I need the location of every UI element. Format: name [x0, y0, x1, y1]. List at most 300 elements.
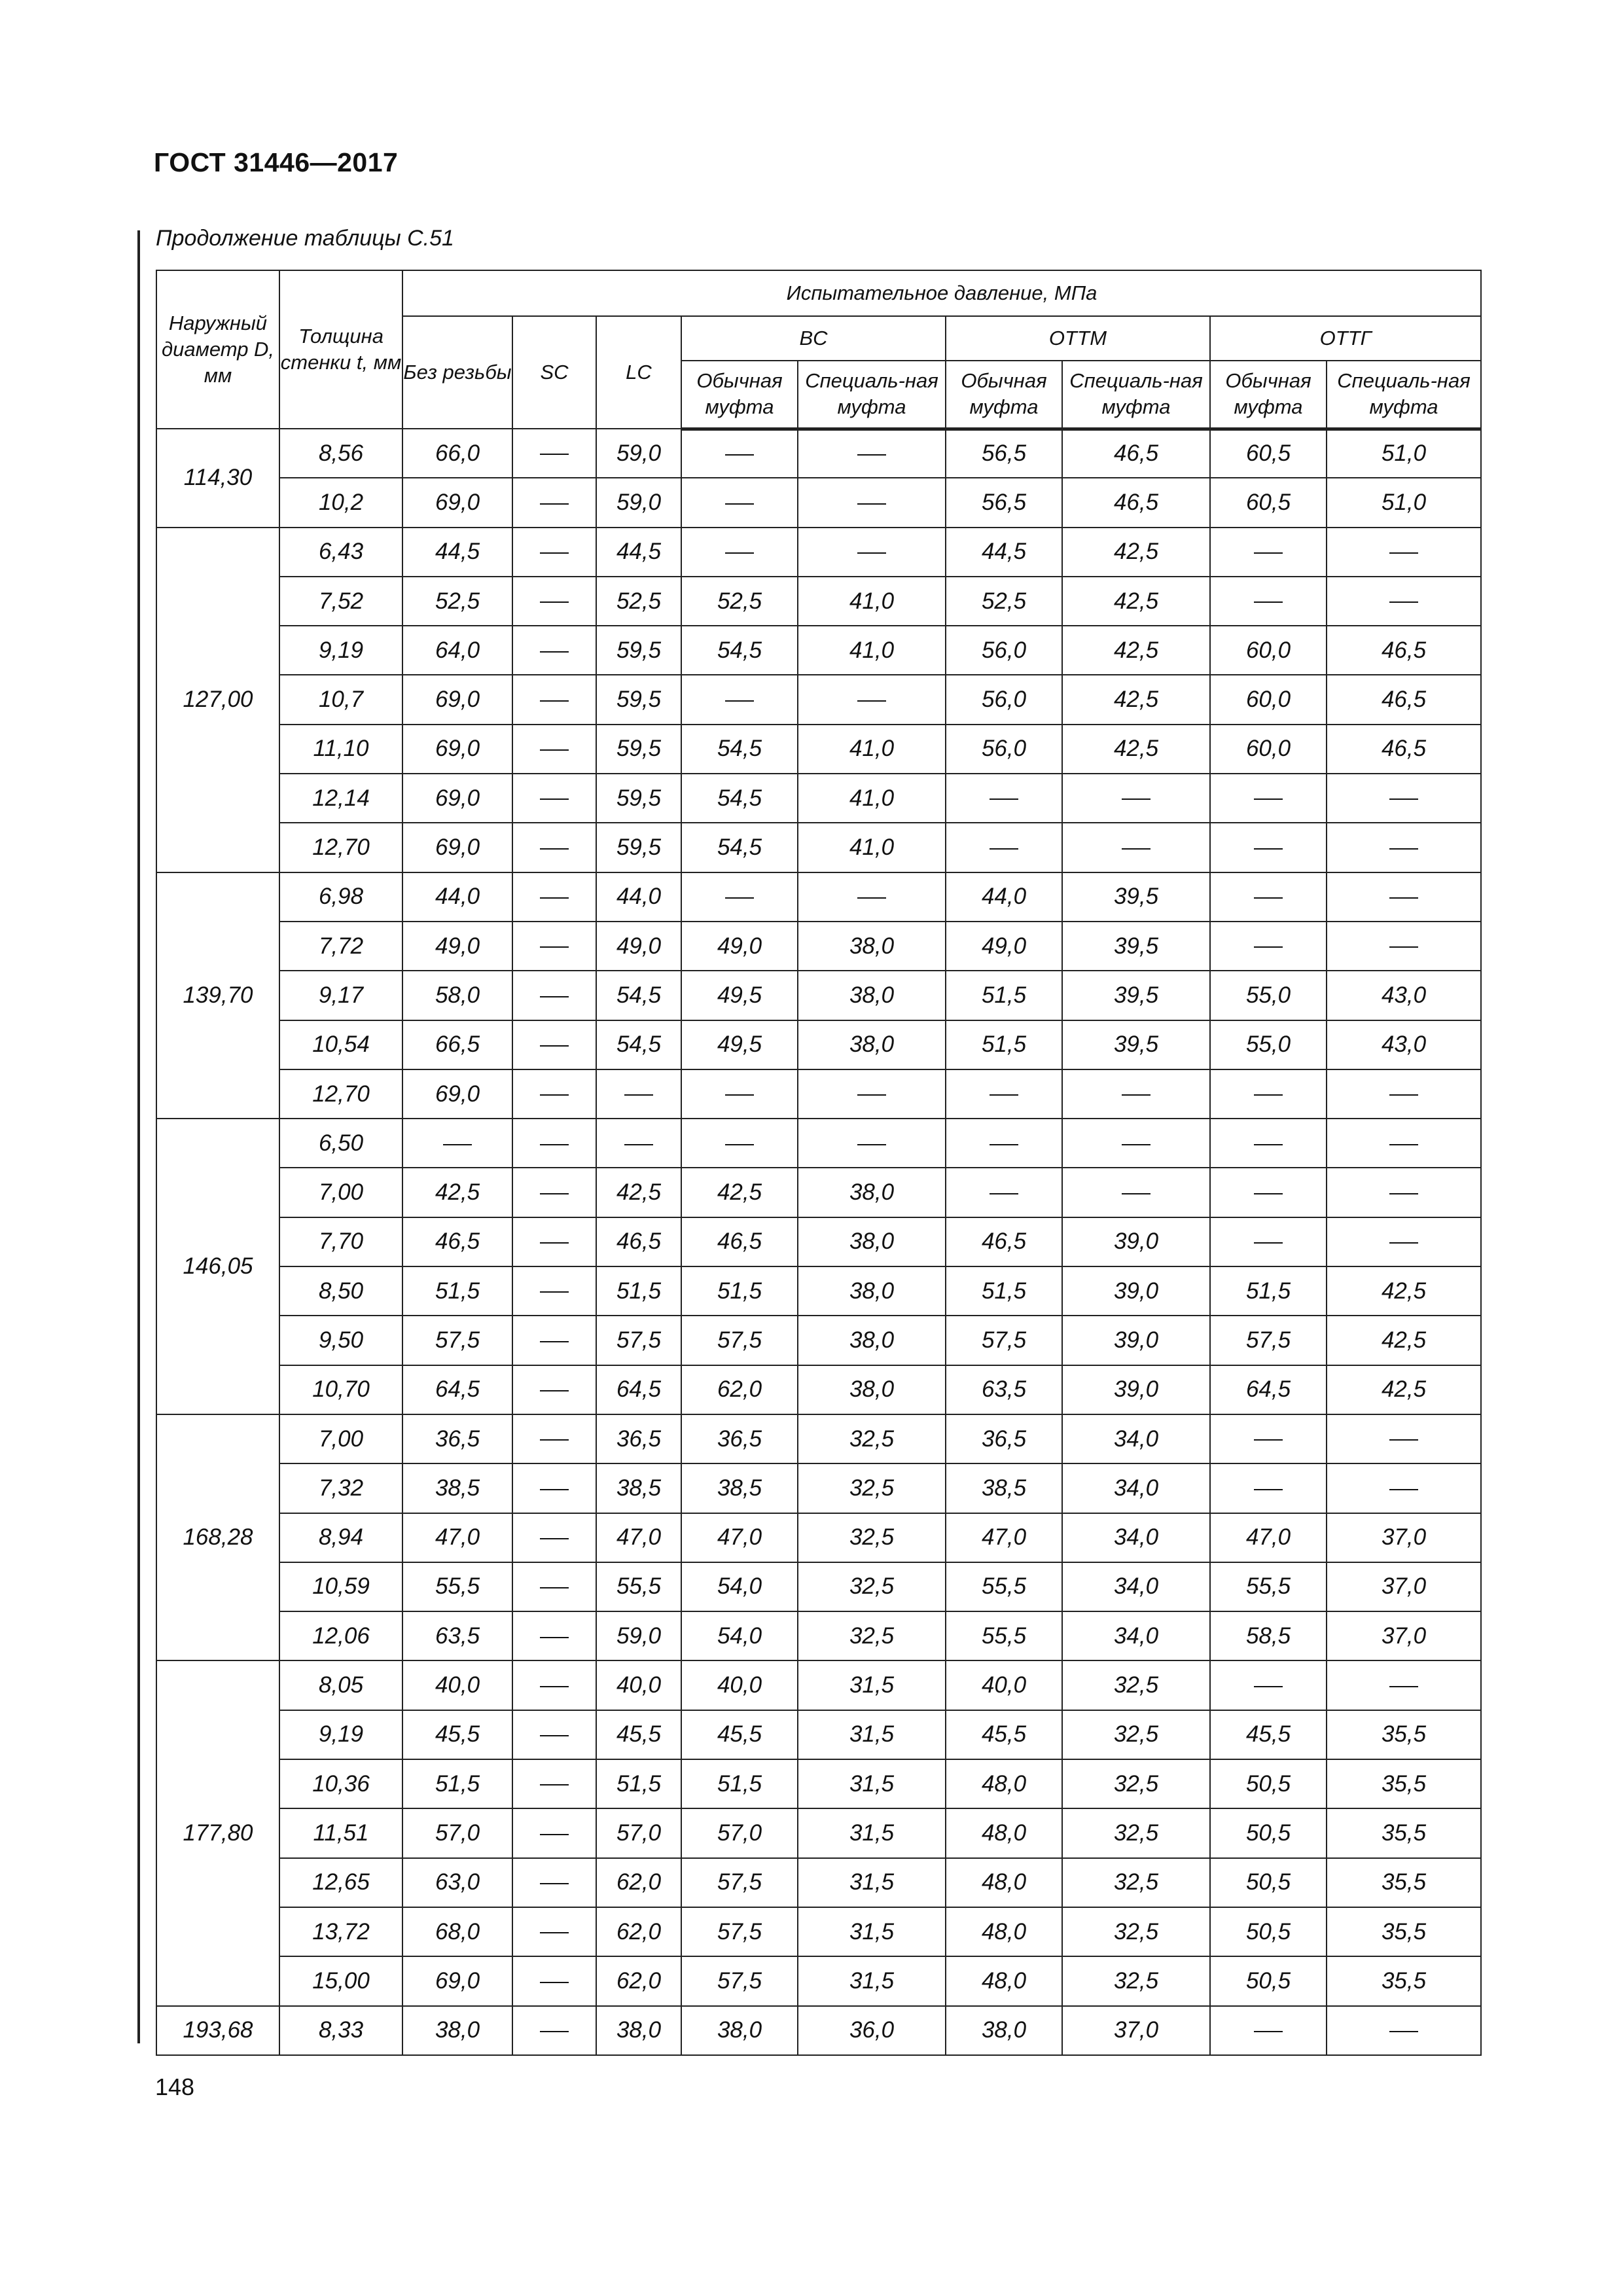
pressure-cell	[1062, 1119, 1210, 1168]
pressure-value: 55,5	[981, 1573, 1027, 1600]
pressure-value: 42,5	[1113, 637, 1159, 663]
pressure-value: 46,5	[1113, 489, 1159, 515]
outer-diameter-cell: 114,30	[156, 429, 279, 528]
pressure-cell	[1062, 1562, 1210, 1611]
pressure-value: 50,5	[1245, 1820, 1291, 1846]
pressure-value: 59,5	[616, 834, 662, 861]
pressure-value: 42,5	[1381, 1327, 1427, 1353]
pressure-value: 52,5	[616, 588, 662, 614]
pressure-cell	[681, 1759, 798, 1808]
pressure-cell	[946, 725, 1062, 774]
pressure-value: 68,0	[435, 1918, 480, 1945]
pressure-cell	[946, 1513, 1062, 1562]
pressure-value: 39,5	[1113, 1031, 1159, 1058]
pressure-cell	[681, 478, 798, 527]
pressure-value: 35,5	[1381, 1918, 1427, 1945]
pressure-value: 41,0	[849, 785, 895, 811]
pressure-value: 38,0	[717, 2017, 762, 2043]
wall-thickness-cell	[279, 1956, 402, 2005]
pressure-value: 43,0	[1381, 1031, 1427, 1058]
pressure-cell	[1210, 675, 1327, 724]
wall-thickness-value: 10,59	[312, 1573, 370, 1600]
pressure-cell	[1210, 1907, 1327, 1956]
table-row	[156, 1611, 1481, 1660]
dash-value	[1389, 798, 1418, 800]
pressure-cell	[798, 922, 946, 971]
pressure-cell	[512, 1316, 596, 1365]
dash-value	[990, 1094, 1018, 1096]
pressure-cell	[1062, 577, 1210, 626]
dash-value	[540, 1144, 569, 1145]
pressure-value: 40,0	[435, 1672, 480, 1698]
pressure-cell	[946, 478, 1062, 527]
pressure-value: 43,0	[1381, 982, 1427, 1008]
pressure-value: 44,0	[616, 884, 662, 910]
pressure-cell	[946, 1660, 1062, 1710]
pressure-value: 37,0	[1381, 1623, 1427, 1649]
pressure-value: 46,5	[1381, 736, 1427, 762]
pressure-value: 54,0	[717, 1623, 762, 1649]
pressure-cell	[798, 478, 946, 527]
pressure-cell	[798, 429, 946, 478]
table-row	[156, 725, 1481, 774]
pressure-cell	[402, 1316, 512, 1365]
pressure-value: 42,5	[435, 1179, 480, 1206]
pressure-value: 38,0	[849, 982, 895, 1008]
pressure-cell	[402, 1513, 512, 1562]
pressure-cell	[512, 1217, 596, 1266]
pressure-cell	[596, 1660, 681, 1710]
dash-value	[1389, 897, 1418, 899]
wall-thickness-value: 8,56	[318, 440, 364, 466]
wall-thickness-value: 7,52	[318, 588, 364, 614]
dash-value	[540, 1982, 569, 1983]
pressure-cell	[512, 1513, 596, 1562]
pressure-cell	[1062, 1217, 1210, 1266]
pressure-value: 57,5	[435, 1327, 480, 1353]
dash-value	[725, 503, 754, 505]
pressure-cell	[1210, 1069, 1327, 1119]
wall-thickness-value: 7,32	[318, 1475, 364, 1501]
pressure-cell	[1062, 725, 1210, 774]
pressure-cell	[596, 1463, 681, 1513]
pressure-value: 57,5	[717, 1967, 762, 1994]
pressure-cell	[512, 1759, 596, 1808]
pressure-cell	[946, 1759, 1062, 1808]
change-margin-bar	[137, 230, 140, 2043]
wall-thickness-cell	[279, 1119, 402, 1168]
pressure-cell	[681, 1907, 798, 1956]
pressure-cell	[596, 1119, 681, 1168]
pressure-value: 32,5	[849, 1475, 895, 1501]
pressure-cell	[946, 1956, 1062, 2005]
pressure-cell	[798, 971, 946, 1020]
dash-value	[1389, 1144, 1418, 1145]
pressure-value: 50,5	[1245, 1770, 1291, 1797]
dash-value	[1254, 601, 1283, 603]
pressure-cell	[946, 2006, 1062, 2055]
pressure-value: 54,5	[717, 834, 762, 861]
pressure-value: 42,5	[1381, 1376, 1427, 1403]
pressure-cell	[798, 2006, 946, 2055]
pressure-cell	[402, 1562, 512, 1611]
pressure-cell	[512, 823, 596, 872]
pressure-value: 36,5	[435, 1426, 480, 1452]
pressure-cell	[402, 1020, 512, 1069]
pressure-cell	[512, 922, 596, 971]
dash-value	[540, 1045, 569, 1047]
pressure-cell	[1327, 1069, 1481, 1119]
pressure-cell	[798, 675, 946, 724]
pressure-cell	[798, 823, 946, 872]
pressure-cell	[402, 872, 512, 922]
pressure-cell	[798, 1710, 946, 1759]
pressure-cell	[1210, 1513, 1327, 1562]
pressure-value: 42,5	[616, 1179, 662, 1206]
pressure-value: 31,5	[849, 1967, 895, 1994]
pressure-value: 62,0	[616, 1918, 662, 1945]
dash-value	[725, 454, 754, 456]
pressure-cell	[1210, 1316, 1327, 1365]
pressure-value: 45,5	[1245, 1721, 1291, 1748]
pressure-value: 46,5	[435, 1229, 480, 1255]
pressure-value: 52,5	[981, 588, 1027, 614]
pressure-cell	[402, 478, 512, 527]
dash-value	[1254, 1144, 1283, 1145]
pressure-value: 59,5	[616, 687, 662, 713]
pressure-cell	[1327, 1660, 1481, 1710]
pressure-cell	[402, 1858, 512, 1907]
table-row	[156, 1660, 1481, 1710]
pressure-cell	[596, 1858, 681, 1907]
pressure-cell	[402, 1611, 512, 1660]
pressure-value: 38,0	[849, 1031, 895, 1058]
wall-thickness-value: 9,19	[318, 637, 364, 663]
pressure-value: 47,0	[1245, 1524, 1291, 1551]
pressure-cell	[1327, 577, 1481, 626]
header-ottm-regular: Обычная муфта	[946, 361, 1062, 429]
pressure-value: 60,0	[1245, 637, 1291, 663]
dash-value	[1254, 2031, 1283, 2032]
pressure-cell	[1327, 1365, 1481, 1414]
dash-value	[1389, 552, 1418, 554]
page-number: 148	[155, 2073, 195, 2100]
table-row	[156, 528, 1481, 577]
pressure-cell	[798, 1217, 946, 1266]
wall-thickness-value: 6,50	[318, 1130, 364, 1156]
pressure-cell	[1327, 478, 1481, 527]
pressure-cell	[1210, 1217, 1327, 1266]
pressure-cell	[681, 872, 798, 922]
pressure-value: 59,5	[616, 785, 662, 811]
wall-thickness-cell	[279, 1463, 402, 1513]
pressure-value: 69,0	[435, 834, 480, 861]
pressure-cell	[946, 1858, 1062, 1907]
pressure-value: 39,0	[1113, 1278, 1159, 1304]
pressure-value: 62,0	[717, 1376, 762, 1403]
pressure-cell	[681, 429, 798, 478]
pressure-value: 31,5	[849, 1721, 895, 1748]
wall-thickness-cell	[279, 429, 402, 478]
pressure-cell	[946, 823, 1062, 872]
pressure-value: 56,0	[981, 637, 1027, 663]
pressure-value: 49,0	[981, 933, 1027, 959]
dash-value	[540, 946, 569, 948]
pressure-cell	[798, 1365, 946, 1414]
pressure-cell	[1327, 1513, 1481, 1562]
wall-thickness-cell	[279, 478, 402, 527]
pressure-value: 32,5	[849, 1623, 895, 1649]
pressure-cell	[1327, 1119, 1481, 1168]
pressure-value: 57,5	[717, 1327, 762, 1353]
pressure-cell	[946, 1611, 1062, 1660]
pressure-value: 58,0	[435, 982, 480, 1008]
wall-thickness-value: 13,72	[312, 1918, 370, 1945]
pressure-cell	[402, 1710, 512, 1759]
pressure-value: 48,0	[981, 1820, 1027, 1846]
pressure-value: 57,5	[1245, 1327, 1291, 1353]
pressure-value: 36,5	[717, 1426, 762, 1452]
pressure-cell	[402, 1808, 512, 1857]
pressure-cell	[1210, 1759, 1327, 1808]
dash-value	[540, 749, 569, 751]
pressure-value: 50,5	[1245, 1869, 1291, 1895]
pressure-cell	[681, 2006, 798, 2055]
pressure-cell	[1210, 1365, 1327, 1414]
dash-value	[990, 798, 1018, 800]
pressure-value: 36,0	[849, 2017, 895, 2043]
pressure-value: 60,5	[1245, 440, 1291, 467]
pressure-cell	[946, 1365, 1062, 1414]
pressure-cell	[681, 1266, 798, 1316]
header-ottg: ОТТГ	[1210, 316, 1481, 361]
pressure-value: 45,5	[435, 1721, 480, 1748]
pressure-cell	[596, 675, 681, 724]
pressure-value: 41,0	[849, 588, 895, 614]
wall-thickness-value: 9,19	[318, 1721, 364, 1748]
table-row	[156, 2006, 1481, 2055]
pressure-cell	[798, 1808, 946, 1857]
wall-thickness-value: 11,51	[313, 1820, 369, 1846]
pressure-cell	[1327, 1217, 1481, 1266]
header-outer-diameter: Наружный диаметр D, мм	[156, 270, 279, 429]
pressure-cell	[1210, 1266, 1327, 1316]
pressure-value: 34,0	[1113, 1623, 1159, 1649]
table-row	[156, 1956, 1481, 2005]
pressure-value: 41,0	[849, 637, 895, 663]
wall-thickness-cell	[279, 774, 402, 823]
dash-value	[857, 454, 886, 456]
pressure-value: 47,0	[981, 1524, 1027, 1551]
pressure-cell	[946, 577, 1062, 626]
pressure-value: 64,5	[616, 1376, 662, 1403]
pressure-value: 47,0	[717, 1524, 762, 1551]
pressure-cell	[1210, 2006, 1327, 2055]
table-row	[156, 1266, 1481, 1316]
pressure-cell	[1062, 922, 1210, 971]
dash-value	[540, 1686, 569, 1687]
pressure-cell	[681, 1119, 798, 1168]
pressure-value: 46,5	[1381, 637, 1427, 663]
pressure-value: 55,5	[1245, 1573, 1291, 1600]
wall-thickness-cell	[279, 725, 402, 774]
pressure-value: 47,0	[435, 1524, 480, 1551]
pressure-value: 32,5	[849, 1573, 895, 1600]
header-ottm: ОТТМ	[946, 316, 1210, 361]
pressure-value: 66,5	[435, 1031, 480, 1058]
pressure-value: 54,0	[717, 1573, 762, 1600]
dash-value	[725, 1094, 754, 1096]
pressure-cell	[1210, 971, 1327, 1020]
pressure-value: 35,5	[1381, 1820, 1427, 1846]
pressure-cell	[512, 1168, 596, 1217]
header-bc-special: Специаль-ная муфта	[798, 361, 946, 429]
pressure-value: 31,5	[849, 1918, 895, 1945]
pressure-cell	[681, 1168, 798, 1217]
dash-value	[990, 848, 1018, 850]
pressure-cell	[946, 1414, 1062, 1463]
table-row	[156, 1562, 1481, 1611]
pressure-cell	[596, 626, 681, 675]
pressure-value: 56,0	[981, 736, 1027, 762]
pressure-cell	[681, 1956, 798, 2005]
dash-value	[1254, 798, 1283, 800]
pressure-cell	[1210, 922, 1327, 971]
dash-value	[540, 1735, 569, 1736]
pressure-cell	[402, 2006, 512, 2055]
pressure-cell	[596, 1907, 681, 1956]
pressure-cell	[798, 1759, 946, 1808]
pressure-cell	[798, 1069, 946, 1119]
dash-value	[857, 552, 886, 554]
pressure-cell	[1062, 1266, 1210, 1316]
header-sc: SC	[512, 316, 596, 429]
pressure-cell	[681, 577, 798, 626]
pressure-cell	[946, 1119, 1062, 1168]
dash-value	[540, 1489, 569, 1490]
pressure-value: 32,5	[849, 1426, 895, 1452]
pressure-cell	[946, 1266, 1062, 1316]
wall-thickness-value: 10,7	[318, 687, 364, 713]
pressure-cell	[402, 1365, 512, 1414]
pressure-cell	[512, 1020, 596, 1069]
wall-thickness-value: 10,70	[312, 1376, 370, 1403]
dash-value	[1254, 848, 1283, 850]
pressure-value: 32,5	[1113, 1967, 1159, 1994]
wall-thickness-value: 8,50	[318, 1278, 364, 1304]
pressure-cell	[946, 1316, 1062, 1365]
pressure-value: 63,5	[435, 1623, 480, 1649]
pressure-cell	[798, 1858, 946, 1907]
pressure-cell	[1062, 1316, 1210, 1365]
pressure-cell	[512, 872, 596, 922]
pressure-cell	[1210, 1710, 1327, 1759]
dash-value	[1389, 1094, 1418, 1096]
pressure-value: 51,5	[435, 1278, 480, 1304]
outer-diameter-cell: 139,70	[156, 872, 279, 1119]
pressure-cell	[512, 1808, 596, 1857]
pressure-value: 38,5	[616, 1475, 662, 1501]
dash-value	[1254, 1489, 1283, 1490]
pressure-cell	[596, 1956, 681, 2005]
pressure-cell	[798, 1660, 946, 1710]
pressure-cell	[512, 429, 596, 478]
dash-value	[1254, 1242, 1283, 1244]
pressure-value: 46,5	[981, 1229, 1027, 1255]
pressure-cell	[1327, 922, 1481, 971]
pressure-value: 57,0	[616, 1820, 662, 1846]
pressure-value: 42,5	[1113, 736, 1159, 762]
pressure-cell	[402, 1660, 512, 1710]
pressure-cell	[1327, 823, 1481, 872]
pressure-cell	[681, 971, 798, 1020]
pressure-cell	[1327, 1168, 1481, 1217]
pressure-cell	[1327, 429, 1481, 478]
table-row	[156, 1020, 1481, 1069]
pressure-cell	[681, 1808, 798, 1857]
pressure-cell	[402, 1069, 512, 1119]
pressure-value: 32,5	[849, 1524, 895, 1551]
pressure-value: 44,5	[435, 539, 480, 565]
pressure-value: 38,0	[849, 933, 895, 959]
pressure-value: 37,0	[1381, 1524, 1427, 1551]
pressure-cell	[596, 1759, 681, 1808]
pressure-value: 31,5	[849, 1672, 895, 1698]
pressure-cell	[512, 1660, 596, 1710]
table-row	[156, 675, 1481, 724]
wall-thickness-cell	[279, 1365, 402, 1414]
dash-value	[540, 651, 569, 653]
table-row	[156, 577, 1481, 626]
table-row	[156, 1858, 1481, 1907]
pressure-cell	[681, 1069, 798, 1119]
pressure-cell	[402, 577, 512, 626]
pressure-value: 49,0	[435, 933, 480, 959]
pressure-cell	[402, 1168, 512, 1217]
pressure-cell	[1210, 528, 1327, 577]
pressure-cell	[681, 725, 798, 774]
dash-value	[540, 798, 569, 800]
pressure-value: 35,5	[1381, 1770, 1427, 1797]
pressure-cell	[681, 1858, 798, 1907]
pressure-value: 38,0	[616, 2017, 662, 2043]
dash-value	[540, 1390, 569, 1391]
pressure-cell	[681, 675, 798, 724]
table-row	[156, 1759, 1481, 1808]
pressure-cell	[1327, 872, 1481, 922]
pressure-value: 54,5	[717, 637, 762, 663]
pressure-cell	[512, 528, 596, 577]
pressure-cell	[798, 872, 946, 922]
wall-thickness-value: 6,43	[318, 539, 364, 565]
pressure-value: 64,5	[435, 1376, 480, 1403]
pressure-cell	[512, 2006, 596, 2055]
dash-value	[540, 848, 569, 850]
pressure-value: 51,5	[616, 1278, 662, 1304]
pressure-value: 36,5	[616, 1426, 662, 1452]
dash-value	[540, 1341, 569, 1342]
pressure-value: 32,5	[1113, 1672, 1159, 1698]
pressure-value: 64,5	[1245, 1376, 1291, 1403]
pressure-cell	[596, 1316, 681, 1365]
table-row	[156, 626, 1481, 675]
pressure-value: 32,5	[1113, 1770, 1159, 1797]
pressure-cell	[1062, 675, 1210, 724]
pressure-cell	[1062, 2006, 1210, 2055]
pressure-cell	[1327, 1463, 1481, 1513]
wall-thickness-cell	[279, 577, 402, 626]
wall-thickness-value: 11,10	[313, 736, 369, 762]
